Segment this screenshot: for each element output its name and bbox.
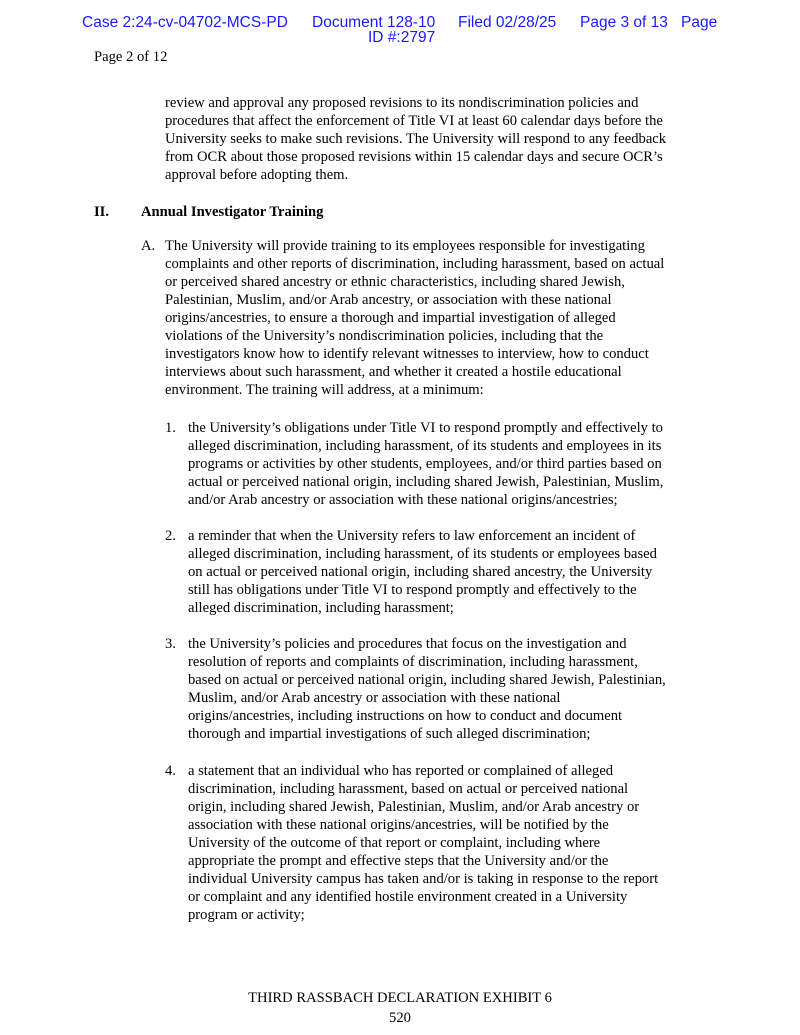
text-line: University seeks to make such revisions. The University will respond to any feedback <box>165 131 667 147</box>
text-line: approval before adopting them. <box>165 167 349 183</box>
text-line: appropriate the prompt and effective steps that the University and/or the <box>188 853 609 869</box>
list-item <box>188 635 666 743</box>
text-line: resolution of reports and complaints of discrimination, including harassment, <box>188 654 638 670</box>
text-line: University of the outcome of that report or complaint, including where <box>188 835 601 851</box>
text-line: discrimination, including harassment, based on actual or perceived national <box>188 781 629 797</box>
subsection-letter: A. <box>141 238 156 254</box>
item-number: 3. <box>165 636 176 652</box>
section-number: II. <box>94 204 110 220</box>
item-number: 2. <box>165 528 176 544</box>
text-line: complaints and other reports of discrimination, including harassment, based on actual <box>165 256 665 272</box>
text-line: a reminder that when the University refers to law enforcement an incident of <box>188 528 636 544</box>
text-line: program or activity; <box>188 907 305 923</box>
filed-date: Filed 02/28/25 <box>458 14 557 31</box>
original-page-number: Page 2 of 12 <box>94 49 168 65</box>
text-line: investigators know how to identify relevant witnesses to interview, how to conduct <box>165 346 649 362</box>
item-number: 4. <box>165 763 176 779</box>
section-heading: Annual Investigator Training <box>141 204 324 220</box>
text-line: origins/ancestries, including instructions on how to conduct and document <box>188 708 623 724</box>
text-line: Palestinian, Muslim, and/or Arab ancestry, or association with these national <box>165 292 612 308</box>
text-line: origin, including shared Jewish, Palestinian, Muslim, and/or Arab ancestry or <box>188 799 640 815</box>
text-line: programs or activities by other students, employees, and/or third parties based on <box>188 456 662 472</box>
text-line: procedures that affect the enforcement of Title VI at least 60 calendar days before the <box>165 113 663 129</box>
subsection-paragraph <box>165 237 664 399</box>
text-line: the University’s policies and procedures that focus on the investigation and <box>188 636 627 652</box>
list-item <box>188 762 658 924</box>
text-line: on actual or perceived national origin, including shared ancestry, the University <box>188 564 653 580</box>
text-line: from OCR about those proposed revisions within 15 calendar days and secure OCR’s <box>165 149 663 165</box>
text-line: a statement that an individual who has reported or complained of alleged <box>188 763 614 779</box>
text-line: the University’s obligations under Title VI to respond promptly and effectively to <box>188 420 663 436</box>
text-line: interviews about such harassment, and whether it created a hostile educational <box>165 364 622 380</box>
list-item <box>188 419 663 509</box>
text-line: or complaint and any identified hostile environment created in a University <box>188 889 628 905</box>
list-item <box>188 527 657 617</box>
footer-page-number: 520 <box>389 1010 411 1026</box>
text-line: based on actual or perceived national origin, including shared Jewish, Palestinian, <box>188 672 666 688</box>
page-id: ID #:2797 <box>368 29 436 46</box>
text-line: and/or Arab ancestry or association with these national origins/ancestries; <box>188 492 618 508</box>
text-line: alleged discrimination, including harassment, of its students or employees based <box>188 546 657 562</box>
page-stamp-label: Page <box>681 14 718 31</box>
text-line: alleged discrimination, including harassment, of its students and employees in its <box>188 438 662 454</box>
document-number: Document 128-10 <box>312 14 436 31</box>
text-line: still has obligations under Title VI to respond promptly and effectively to the <box>188 582 637 598</box>
text-line: origins/ancestries, to ensure a thorough and impartial investigation of alleged <box>165 310 616 326</box>
text-line: actual or perceived national origin, including shared Jewish, Palestinian, Muslim, <box>188 474 664 490</box>
page-stamp: Page 3 of 13 <box>580 14 668 31</box>
case-number: Case 2:24-cv-04702-MCS-PD <box>82 14 288 31</box>
text-line: Muslim, and/or Arab ancestry or association with these national <box>188 690 561 706</box>
text-line: alleged discrimination, including harassment; <box>188 600 454 616</box>
text-line: or perceived shared ancestry or ethnic characteristics, including shared Jewish, <box>165 274 625 290</box>
text-line: individual University campus has taken and/or is taking in response to the report <box>188 871 659 887</box>
text-line: association with these national origins/ancestries, will be notified by the <box>188 817 609 833</box>
text-line: environment. The training will address, at a minimum: <box>165 382 484 398</box>
text-line: violations of the University’s nondiscrimination policies, including that the <box>165 328 604 344</box>
text-line: review and approval any proposed revisions to its nondiscrimination policies and <box>165 95 639 111</box>
intro-paragraph <box>165 94 666 184</box>
text-line: The University will provide training to its employees responsible for investigating <box>165 238 645 254</box>
item-number: 1. <box>165 420 176 436</box>
footer-title: THIRD RASSBACH DECLARATION EXHIBIT 6 <box>248 990 552 1006</box>
text-line: thorough and impartial investigations of such alleged discrimination; <box>188 726 591 742</box>
